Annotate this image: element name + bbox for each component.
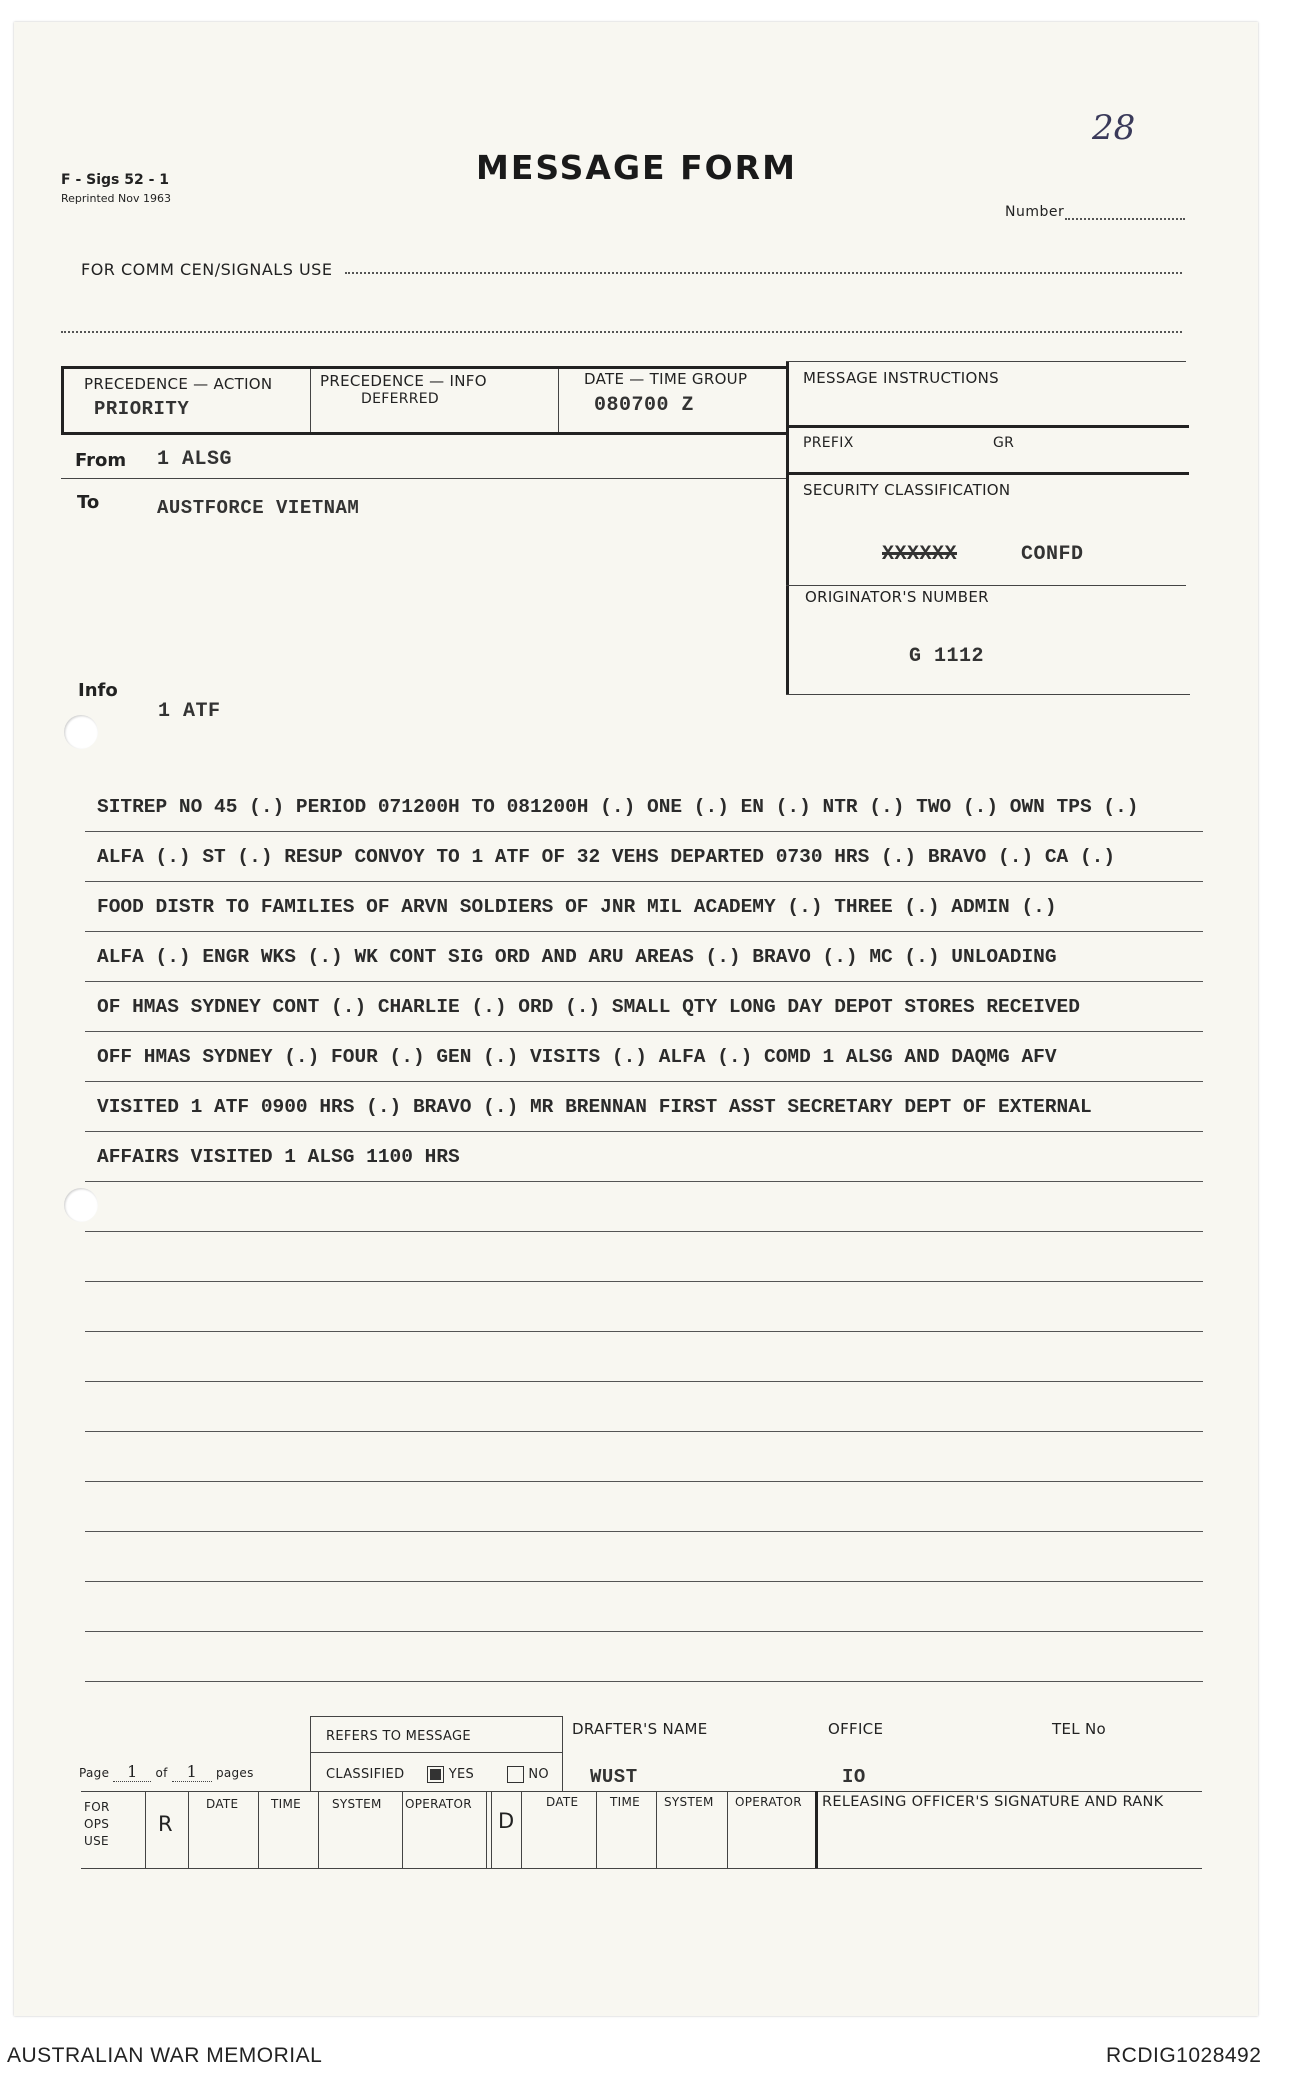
classified-label: CLASSIFIED <box>326 1767 405 1782</box>
to-label: To <box>77 492 100 513</box>
message-line <box>85 1332 1203 1382</box>
header-bottom-rule <box>61 432 786 435</box>
ops-div <box>596 1791 597 1868</box>
prefix-bottom-rule <box>786 472 1189 475</box>
number-label: Number <box>1005 204 1065 220</box>
prefix-label: PREFIX <box>803 435 854 451</box>
message-line <box>85 1232 1203 1282</box>
message-line: SITREP NO 45 (.) PERIOD 071200H TO 081200H (.) ONE (.) EN (.) NTR (.) TWO (.) OWN TPS (.) <box>85 782 1203 832</box>
drafter-value: WUST <box>590 1766 638 1788</box>
of-value: 1 <box>172 1762 212 1782</box>
security-bottom-rule <box>786 585 1186 586</box>
message-line: OFF HMAS SYDNEY (.) FOUR (.) GEN (.) VISITS (.) ALFA (.) COMD 1 ALSG AND DAQMG AFV <box>85 1032 1203 1082</box>
footer-institution: AUSTRALIAN WAR MEMORIAL <box>7 2044 323 2067</box>
header-div-1 <box>310 369 311 432</box>
message-line: VISITED 1 ATF 0900 HRS (.) BRAVO (.) MR BRENNAN FIRST ASST SECRETARY DEPT OF EXTERNAL <box>85 1082 1203 1132</box>
time-label: TIME <box>271 1797 302 1811</box>
ops-label-line: FOR <box>84 1800 110 1814</box>
folio-number: 28 <box>1092 108 1136 148</box>
footer-reference: RCDIG1028492 <box>1106 2044 1262 2067</box>
releasing-officer-label: RELEASING OFFICER'S SIGNATURE AND RANK <box>822 1794 1164 1810</box>
ops-div <box>727 1791 728 1868</box>
refers-right-rule <box>562 1716 563 1792</box>
page-label: Page <box>79 1766 110 1780</box>
ops-div <box>491 1791 492 1868</box>
yes-label: YES <box>448 1767 475 1782</box>
ops-bottom-rule <box>81 1868 1202 1869</box>
office-value: IO <box>842 1766 866 1788</box>
ops-div <box>656 1791 657 1868</box>
message-instructions-label: MESSAGE INSTRUCTIONS <box>803 369 999 387</box>
operator-label-2: OPERATOR <box>735 1795 802 1809</box>
system-label: SYSTEM <box>332 1797 382 1811</box>
date-label: DATE <box>206 1797 239 1811</box>
reprinted-note: Reprinted Nov 1963 <box>61 192 171 205</box>
page-value: 1 <box>113 1762 151 1782</box>
ops-div <box>402 1791 403 1868</box>
comm-cen-line-2 <box>61 331 1182 333</box>
number-field-line <box>1065 218 1185 220</box>
refers-left-rule <box>310 1716 311 1792</box>
operator-label: OPERATOR <box>405 1797 472 1811</box>
refers-top-rule <box>310 1716 562 1717</box>
instructions-bottom-rule <box>786 425 1189 428</box>
pages-label: pages <box>215 1766 254 1780</box>
ops-div <box>486 1791 487 1868</box>
ops-div <box>145 1791 146 1868</box>
tel-label: TEL No <box>1052 1720 1106 1738</box>
message-line <box>85 1182 1203 1232</box>
classified-row <box>326 1766 549 1783</box>
from-label: From <box>75 450 127 471</box>
ops-div-releasing <box>815 1791 818 1868</box>
message-line <box>85 1432 1203 1482</box>
info-value: 1 ATF <box>158 700 221 723</box>
ops-div <box>318 1791 319 1868</box>
ops-div <box>521 1791 522 1868</box>
originator-bottom-rule <box>786 694 1190 695</box>
punch-hole-top <box>64 715 98 749</box>
precedence-info-label: PRECEDENCE — INFO <box>320 372 487 390</box>
dtg-label: DATE — TIME GROUP <box>584 370 748 388</box>
message-line <box>85 1482 1203 1532</box>
no-label: NO <box>528 1767 549 1782</box>
r-label: R <box>158 1812 173 1836</box>
security-label: SECURITY CLASSIFICATION <box>803 481 1011 499</box>
comm-cen-label: FOR COMM CEN/SIGNALS USE <box>81 260 333 279</box>
dtg-value: 080700 Z <box>594 394 695 417</box>
ops-div <box>258 1791 259 1868</box>
ops-label-line: OPS <box>84 1817 110 1831</box>
header-top-rule <box>61 366 786 369</box>
system-label-2: SYSTEM <box>664 1795 714 1809</box>
for-ops-use-label <box>84 1799 110 1850</box>
precedence-action-value: PRIORITY <box>94 398 190 420</box>
office-label: OFFICE <box>828 1720 884 1738</box>
d-label: D <box>498 1809 515 1833</box>
from-bottom-rule <box>61 478 786 479</box>
message-line <box>85 1382 1203 1432</box>
message-line <box>85 1532 1203 1582</box>
classified-yes-checkbox[interactable] <box>427 1766 444 1783</box>
originator-value: G 1112 <box>909 645 985 668</box>
from-value: 1 ALSG <box>157 448 233 471</box>
of-label: of <box>155 1766 168 1780</box>
message-line: AFFAIRS VISITED 1 ALSG 1100 HRS <box>85 1132 1203 1182</box>
message-line: FOOD DISTR TO FAMILIES OF ARVN SOLDIERS OF JNR MIL ACADEMY (.) THREE (.) ADMIN (.) <box>85 882 1203 932</box>
precedence-action-label: PRECEDENCE — ACTION <box>84 375 273 393</box>
right-block-left-rule <box>786 362 789 695</box>
info-label: Info <box>78 680 118 701</box>
form-code: F - Sigs 52 - 1 <box>61 172 170 188</box>
message-line <box>85 1282 1203 1332</box>
security-struck: XXXXXX <box>882 543 958 566</box>
message-line <box>85 1632 1203 1682</box>
gr-label: GR <box>993 435 1015 451</box>
message-line: OF HMAS SYDNEY CONT (.) CHARLIE (.) ORD (.) SMALL QTY LONG DAY DEPOT STORES RECEIVED <box>85 982 1203 1032</box>
ops-div <box>188 1791 189 1868</box>
message-line <box>85 1582 1203 1632</box>
refers-mid-rule <box>310 1752 562 1753</box>
security-value: CONFD <box>1021 543 1084 566</box>
page-count <box>79 1762 254 1782</box>
precedence-info-value: DEFERRED <box>361 391 440 407</box>
ops-top-rule <box>81 1791 1202 1792</box>
instructions-top-rule <box>786 361 1186 362</box>
page-title: MESSAGE FORM <box>476 148 797 187</box>
time-label-2: TIME <box>610 1795 641 1809</box>
refers-to-label: REFERS TO MESSAGE <box>326 1729 471 1744</box>
date-label-2: DATE <box>546 1795 579 1809</box>
classified-no-checkbox[interactable] <box>507 1766 524 1783</box>
message-line: ALFA (.) ENGR WKS (.) WK CONT SIG ORD AND ARU AREAS (.) BRAVO (.) MC (.) UNLOADING <box>85 932 1203 982</box>
originator-label: ORIGINATOR'S NUMBER <box>805 588 989 606</box>
drafter-label: DRAFTER'S NAME <box>572 1720 708 1738</box>
header-div-2 <box>558 369 559 432</box>
header-left-rule <box>61 366 64 432</box>
message-line: ALFA (.) ST (.) RESUP CONVOY TO 1 ATF OF 32 VEHS DEPARTED 0730 HRS (.) BRAVO (.) CA (.) <box>85 832 1203 882</box>
ops-label-line: USE <box>84 1834 109 1848</box>
to-value: AUSTFORCE VIETNAM <box>157 497 360 519</box>
comm-cen-line <box>345 272 1182 274</box>
